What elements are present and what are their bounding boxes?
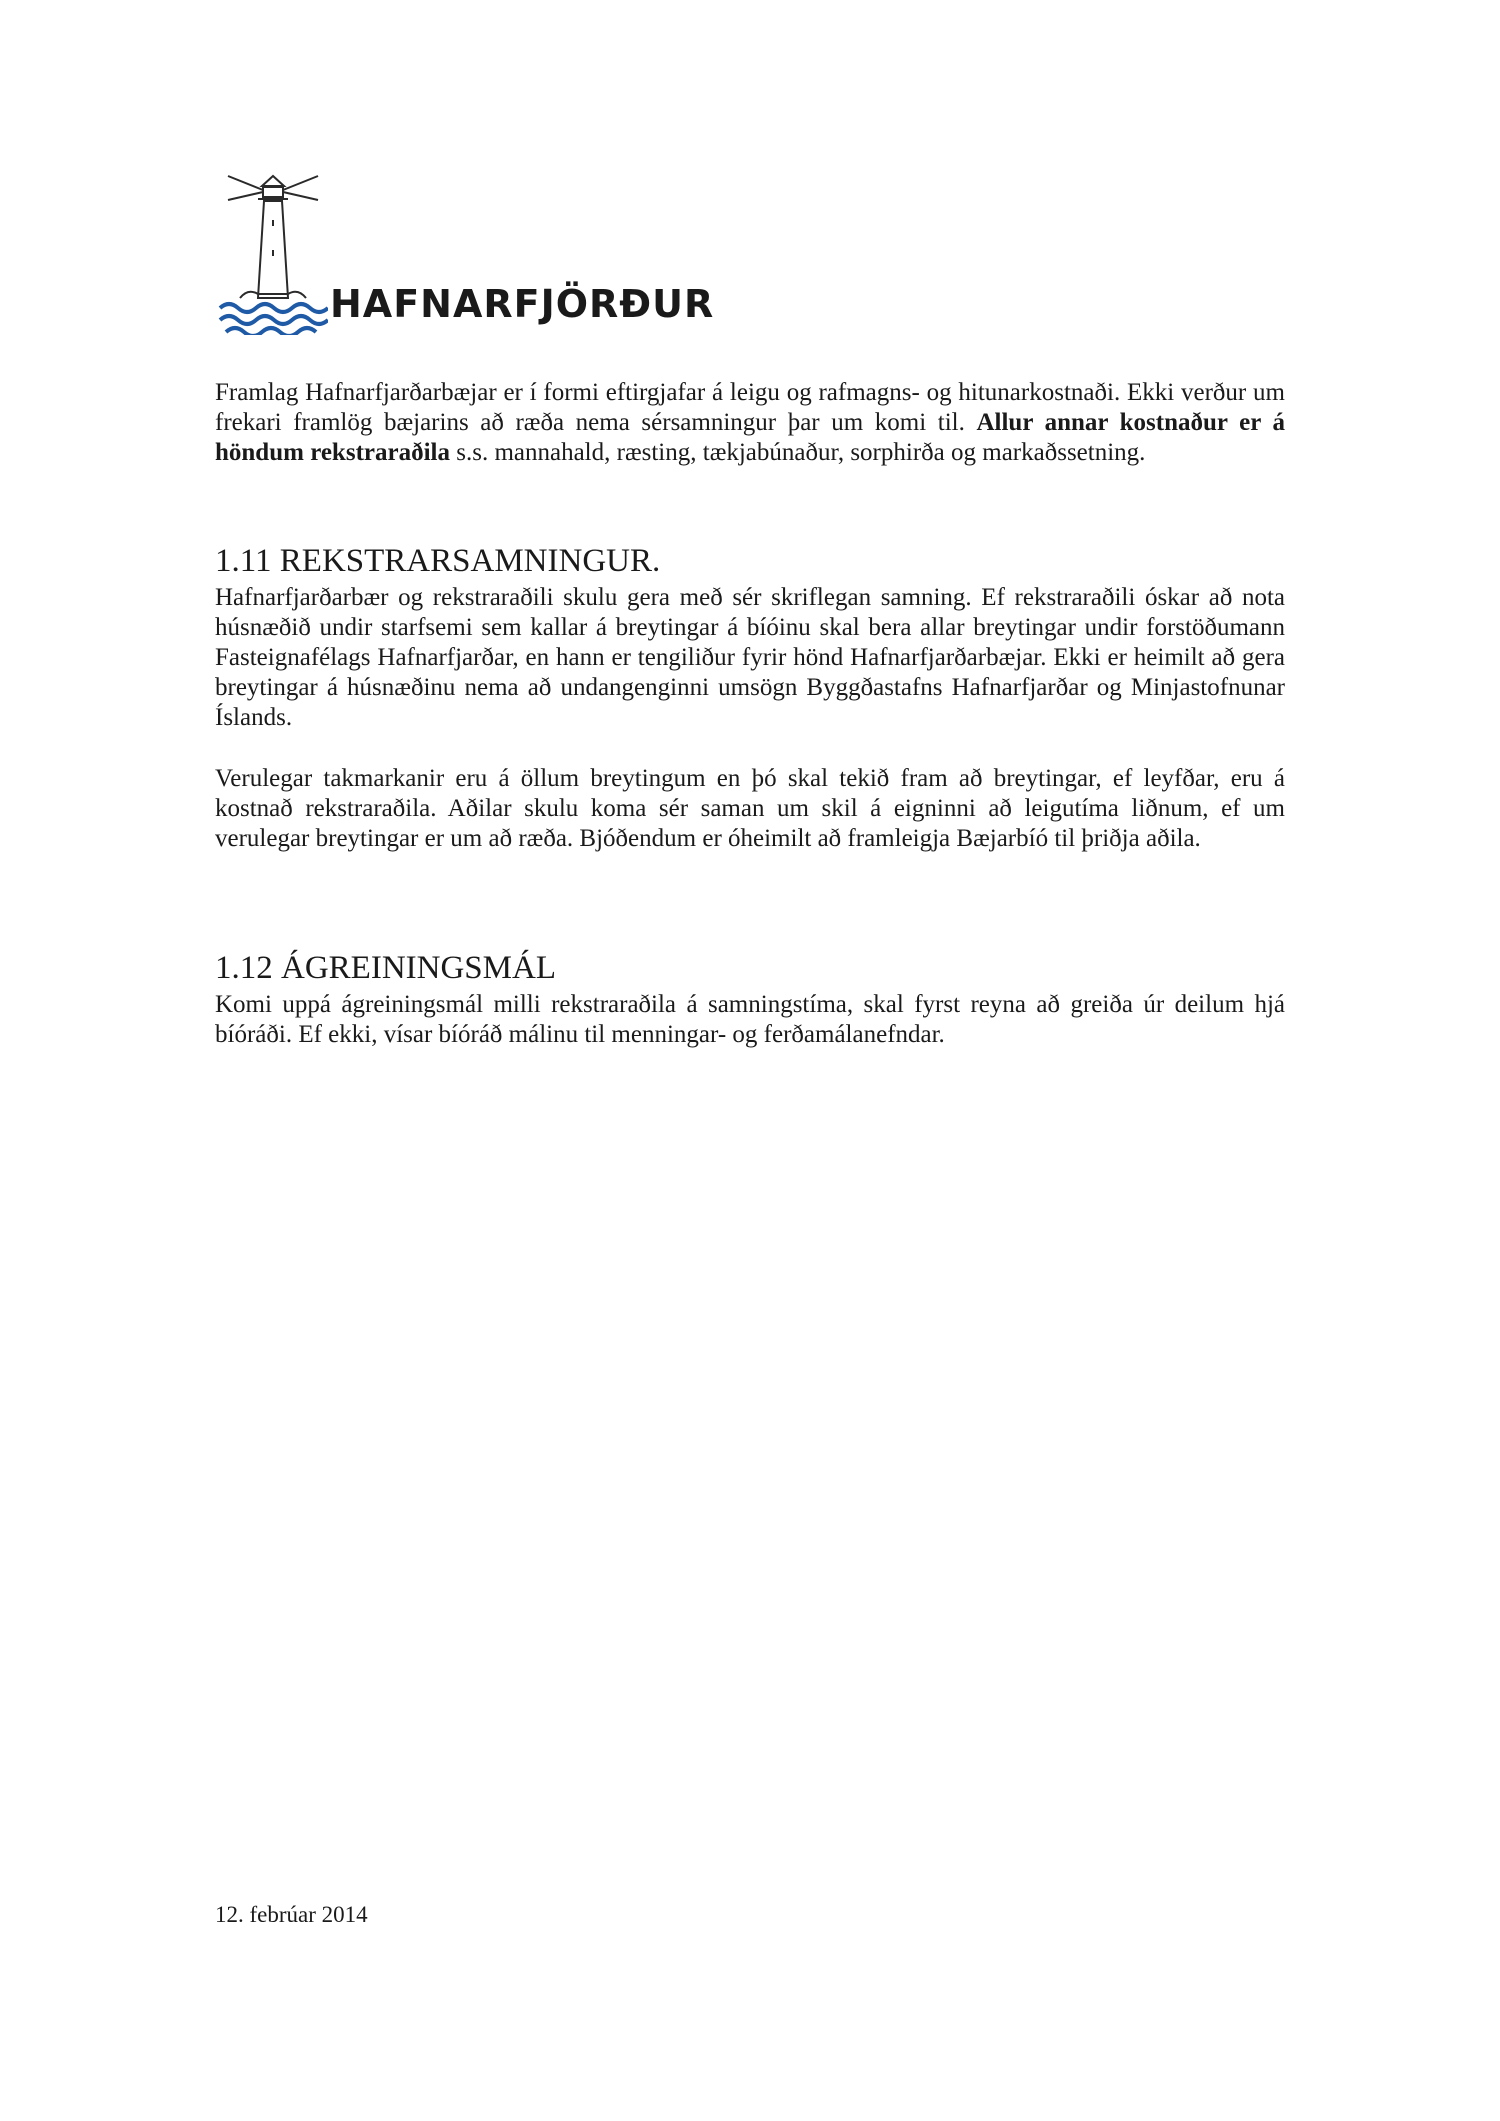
section-1-11-paragraph-1 bbox=[215, 583, 1285, 733]
logo-text: HAFNARFJÖRÐUR bbox=[330, 282, 715, 326]
intro-text: Framlag Hafnarfjarðarbæjar er í formi eftirgjafar á leigu og rafmagns- og hitunarkostnaði. Ekki verður um frekari framlög bæjarins að ræða nema sérsamningur þar um komi til. bbox=[215, 379, 1285, 436]
lighthouse-icon bbox=[218, 170, 328, 335]
section-1-12-paragraph bbox=[215, 990, 1285, 1050]
logo bbox=[218, 170, 738, 335]
section-heading-agreiningsmal: 1.12 ÁGREININGSMÁL bbox=[215, 950, 556, 986]
paragraph-text: Komi uppá ágreiningsmál milli rekstraraðila á samningstíma, skal fyrst reyna að greiða úr deilum hjá bíóráði. Ef ekki, vísar bíóráð málinu til menningar- og ferðamálanefndar. bbox=[215, 991, 1285, 1048]
intro-text-end: s.s. mannahald, ræsting, tækjabúnaður, sorphirða og markaðssetning. bbox=[449, 439, 1146, 466]
intro-paragraph bbox=[215, 378, 1285, 468]
section-1-11-paragraph-2 bbox=[215, 764, 1285, 854]
paragraph-text: Verulegar takmarkanir eru á öllum breytingum en þó skal tekið fram að breytingar, ef leyfðar, eru á kostnað rekstraraðila. Aðilar skulu koma sér saman um skil á eigninni að leigutíma liðnum, ef um verulegar breytingar er um að ræða. Bjóðendum er óheimilt að framleigja Bæjarbíó til þriðja aðila. bbox=[215, 765, 1285, 852]
paragraph-text: Hafnarfjarðarbær og rekstraraðili skulu gera með sér skriflegan samning. Ef rekstraraðili óskar að nota húsnæðið undir starfsemi sem kallar á breytingar á bíóinu skal bera allar breytingar undir forstöðumann Fasteignafélags Hafnarfjarðar, en hann er tengiliður fyrir hönd Hafnarfjarðarbæjar. Ekki er heimilt að gera breytingar á húsnæðinu nema að undangenginni umsögn Byggðastafns Hafnarfjarðar og Minjastofnunar Íslands. bbox=[215, 584, 1285, 731]
footer-date: 12. febrúar 2014 bbox=[215, 1902, 368, 1927]
section-heading-rekstrarsamningur: 1.11 REKSTRARSAMNINGUR. bbox=[215, 543, 661, 579]
intro-bold-text: Allur annar kostnaður er á höndum rekstraraðila bbox=[215, 409, 1285, 466]
